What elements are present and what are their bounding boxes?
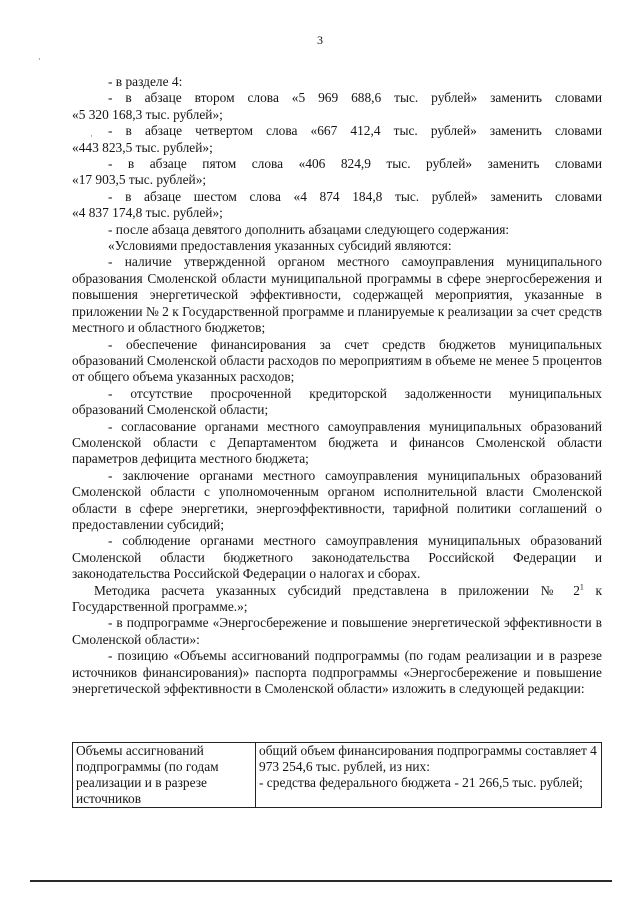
table-row (73, 743, 602, 808)
document-body (72, 74, 602, 697)
passport-table (72, 742, 602, 808)
paragraph: - обеспечение финансирования за счет средств бюджетов муниципальных образований Смоленской области расходов по мероприятиям в объеме не менее 5 процентов от общего объема указанных расходов; (72, 336, 602, 385)
paragraph: - заключение органами местного самоуправления муниципальных образований Смоленской области с уполномоченным органом исполнительной власти Смоленской области в сфере энергетики, энергоэффективности, тарифной политики соглашений о предоставлении субсидий; (72, 467, 602, 532)
paragraph: - отсутствие просроченной кредиторской задолженности муниципальных образований Смоленской области; (72, 385, 602, 418)
methodology-text-end: к Государственной программе.»; (72, 582, 602, 614)
paragraph: - соблюдение органами местного самоуправления муниципальных образований Смоленской области бюджетного законодательства Российской Федерации и законодательства Российской Федерации о налогах и сборах. (72, 533, 602, 582)
table-cell-line: общий объем финансирования подпрограммы составляет 4 973 254,6 тыс. рублей, из них: (259, 743, 597, 774)
paragraph: - в подпрограмме «Энергосбережение и повышение энергетической эффективности в Смоленской области»: (72, 615, 602, 647)
paragraph: - в абзаце четвертом слова «667 412,4 тыс. рублей» заменить словами (108, 123, 602, 139)
table-cell-line: - средства федерального бюджета - 21 266,5 тыс. рублей; (259, 775, 583, 790)
scan-speck: · (38, 54, 41, 64)
superscript: 1 (579, 582, 584, 592)
paragraph: - в абзаце шестом слова «4 874 184,8 тыс. рублей» заменить словами (108, 188, 602, 204)
paragraph (72, 583, 602, 616)
paragraph: - наличие утвержденной органом местного самоуправления муниципального образования Смоленской области муниципальной программы в сфере энергосбережения и повышения энергетической эффективности, содержащей мероприятия, указанные в приложении № 2 к Государственной программе и планируемые к реализации за счет средств местного и областного бюджетов; (72, 254, 602, 336)
table-cell-label: Объемы ассигнований подпрограммы (по годам реализации и в разрезе источников (73, 743, 256, 808)
paragraph: «Условиями предоставления указанных субсидий являются: (108, 238, 452, 254)
paragraph: «5 320 168,3 тыс. рублей»; (72, 106, 223, 122)
methodology-text: Методика расчета указанных субсидий представлена в приложении № 2 (94, 582, 580, 598)
paragraph: - в разделе 4: (108, 74, 183, 89)
scan-speck: · (90, 131, 93, 141)
paragraph: - в абзаце втором слова «5 969 688,6 тыс. рублей» заменить словами (108, 90, 602, 106)
paragraph: «443 823,5 тыс. рублей»; (72, 139, 213, 155)
paragraph: - после абзаца девятого дополнить абзацами следующего содержания: (108, 221, 510, 237)
paragraph: «17 903,5 тыс. рублей»; (72, 172, 207, 188)
paragraph: «4 837 174,8 тыс. рублей»; (72, 205, 223, 221)
paragraph: - в абзаце пятом слова «406 824,9 тыс. рублей» заменить словами (108, 156, 602, 172)
paragraph: - позицию «Объемы ассигнований подпрограммы (по годам реализации и в разрезе источников финансирования)» паспорта подпрограммы «Энергосбережение и повышение энергетической эффективности в Смоленской области» изложить в следующей редакции: (72, 648, 602, 697)
page-number: 3 (317, 33, 323, 47)
table-cell-value (256, 743, 602, 808)
scan-edge-line (30, 880, 612, 882)
paragraph: - согласование органами местного самоуправления муниципальных образований Смоленской области с Департаментом бюджета и финансов Смоленской области параметров дефицита местного бюджета; (72, 418, 602, 467)
